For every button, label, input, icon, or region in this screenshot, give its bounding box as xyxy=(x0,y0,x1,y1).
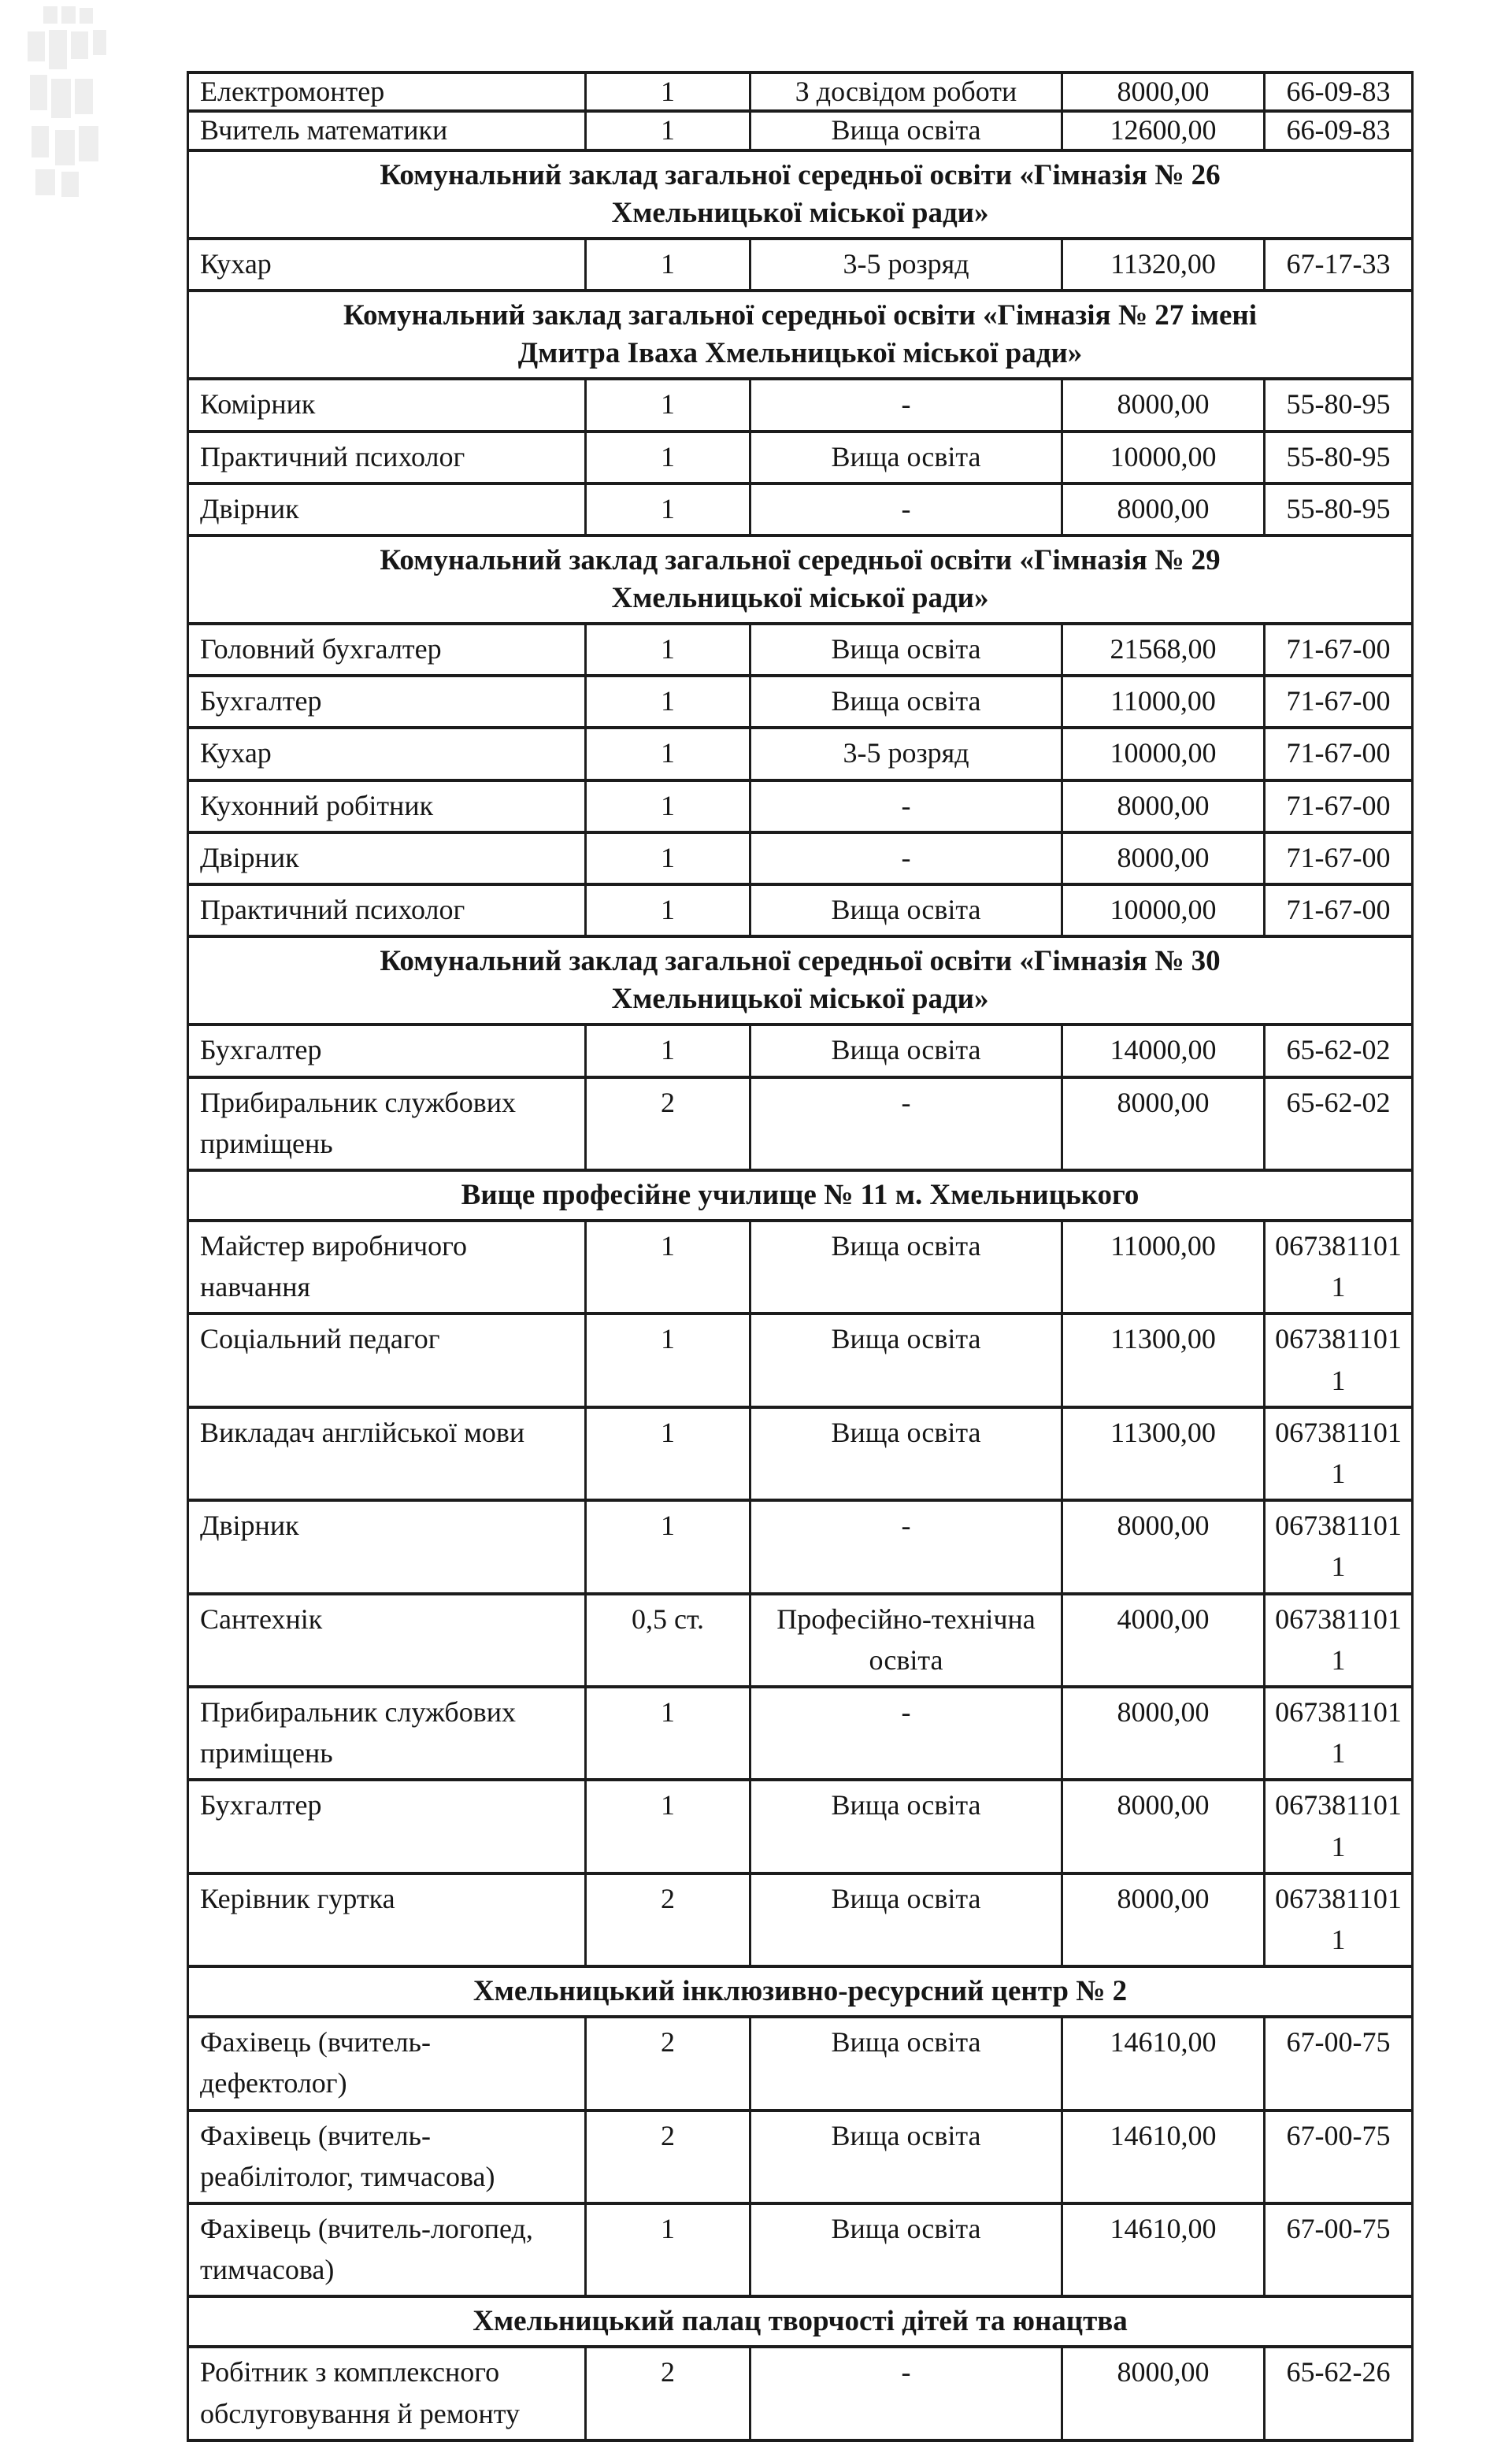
cell-salary: 8000,00 xyxy=(1062,780,1265,832)
cell-education: Вища освіта xyxy=(750,676,1062,728)
section-header: Хмельницький палац творчості дітей та юнацтва xyxy=(188,2296,1413,2347)
table-row xyxy=(188,1780,1413,1873)
table-row xyxy=(188,624,1413,676)
table-row xyxy=(188,1407,1413,1500)
cell-position: Вчитель математики xyxy=(188,111,586,150)
cell-salary: 14610,00 xyxy=(1062,2203,1265,2296)
scan-artifact-mark xyxy=(49,30,67,69)
cell-phone: 55-80-95 xyxy=(1265,484,1413,535)
table-row xyxy=(188,1025,1413,1076)
table-row xyxy=(188,676,1413,728)
table-row xyxy=(188,379,1413,431)
cell-count: 1 xyxy=(586,1221,750,1314)
table-row xyxy=(188,111,1413,150)
table-row xyxy=(188,2203,1413,2296)
cell-position: Бухгалтер xyxy=(188,1025,586,1076)
cell-position: Двірник xyxy=(188,1500,586,1593)
cell-count: 1 xyxy=(586,484,750,535)
cell-position: Фахівець (вчитель-логопед, тимчасова) xyxy=(188,2203,586,2296)
section-header: Комунальний заклад загальної середньої освіти «Гімназія № 29 Хмельницької міської ради» xyxy=(188,535,1413,624)
cell-phone: 55-80-95 xyxy=(1265,432,1413,484)
section-row xyxy=(188,2296,1413,2347)
cell-phone: 66-09-83 xyxy=(1265,111,1413,150)
table-row xyxy=(188,1500,1413,1593)
section-header: Хмельницький інклюзивно-ресурсний центр № 2 xyxy=(188,1966,1413,2017)
cell-count: 1 xyxy=(586,72,750,111)
cell-salary: 14610,00 xyxy=(1062,2110,1265,2203)
cell-count: 1 xyxy=(586,379,750,431)
cell-education: Вища освіта xyxy=(750,2110,1062,2203)
cell-phone: 65-62-02 xyxy=(1265,1077,1413,1170)
cell-phone: 0673811011 xyxy=(1265,1407,1413,1500)
table-row xyxy=(188,1687,1413,1780)
cell-count: 1 xyxy=(586,432,750,484)
cell-count: 1 xyxy=(586,624,750,676)
cell-phone: 67-00-75 xyxy=(1265,2203,1413,2296)
cell-phone: 0673811011 xyxy=(1265,1780,1413,1873)
cell-phone: 0673811011 xyxy=(1265,1314,1413,1406)
cell-education: Вища освіта xyxy=(750,1780,1062,1873)
cell-salary: 8000,00 xyxy=(1062,72,1265,111)
cell-position: Фахівець (вчитель-дефектолог) xyxy=(188,2017,586,2110)
table-row xyxy=(188,432,1413,484)
cell-count: 1 xyxy=(586,1314,750,1406)
cell-position: Двірник xyxy=(188,484,586,535)
section-row xyxy=(188,535,1413,624)
cell-education: - xyxy=(750,2347,1062,2440)
cell-salary: 11300,00 xyxy=(1062,1314,1265,1406)
scan-artifact-mark xyxy=(75,79,93,114)
cell-count: 1 xyxy=(586,884,750,936)
cell-position: Фахівець (вчитель-реабілітолог, тимчасова) xyxy=(188,2110,586,2203)
table-row xyxy=(188,1221,1413,1314)
cell-position: Бухгалтер xyxy=(188,1780,586,1873)
cell-salary: 8000,00 xyxy=(1062,2347,1265,2440)
cell-count: 1 xyxy=(586,2203,750,2296)
table-row xyxy=(188,239,1413,291)
cell-count: 2 xyxy=(586,2017,750,2110)
section-row xyxy=(188,291,1413,379)
scan-artifact-mark xyxy=(61,6,76,24)
cell-position: Комірник xyxy=(188,379,586,431)
cell-count: 2 xyxy=(586,2347,750,2440)
cell-phone: 0673811011 xyxy=(1265,1873,1413,1966)
cell-phone: 0673811011 xyxy=(1265,1594,1413,1687)
cell-salary: 11000,00 xyxy=(1062,676,1265,728)
cell-position: Прибиральник службових приміщень xyxy=(188,1077,586,1170)
scan-artifact-mark xyxy=(35,169,55,195)
cell-count: 2 xyxy=(586,1873,750,1966)
cell-education: Вища освіта xyxy=(750,1025,1062,1076)
cell-phone: 71-67-00 xyxy=(1265,780,1413,832)
section-header: Комунальний заклад загальної середньої освіти «Гімназія № 27 імені Дмитра Іваха Хмельницької міської ради» xyxy=(188,291,1413,379)
cell-salary: 8000,00 xyxy=(1062,484,1265,535)
cell-position: Головний бухгалтер xyxy=(188,624,586,676)
cell-count: 1 xyxy=(586,1025,750,1076)
cell-salary: 8000,00 xyxy=(1062,1687,1265,1780)
cell-salary: 14610,00 xyxy=(1062,2017,1265,2110)
cell-position: Бухгалтер xyxy=(188,676,586,728)
cell-education: - xyxy=(750,1500,1062,1593)
cell-count: 2 xyxy=(586,2110,750,2203)
cell-phone: 67-00-75 xyxy=(1265,2110,1413,2203)
cell-education: Вища освіта xyxy=(750,624,1062,676)
cell-salary: 10000,00 xyxy=(1062,432,1265,484)
cell-phone: 67-00-75 xyxy=(1265,2017,1413,2110)
section-row xyxy=(188,936,1413,1025)
scan-artifact-mark xyxy=(43,6,57,24)
cell-count: 1 xyxy=(586,832,750,884)
cell-position: Соціальний педагог xyxy=(188,1314,586,1406)
section-row xyxy=(188,150,1413,239)
cell-salary: 10000,00 xyxy=(1062,728,1265,780)
cell-education: Вища освіта xyxy=(750,2017,1062,2110)
cell-phone: 0673811011 xyxy=(1265,1687,1413,1780)
cell-education: Вища освіта xyxy=(750,2203,1062,2296)
cell-salary: 4000,00 xyxy=(1062,1594,1265,1687)
cell-position: Прибиральник службових приміщень xyxy=(188,1687,586,1780)
scan-artifact-mark xyxy=(61,172,79,197)
table-row xyxy=(188,832,1413,884)
cell-count: 1 xyxy=(586,780,750,832)
cell-count: 1 xyxy=(586,1407,750,1500)
cell-education: 3-5 розряд xyxy=(750,239,1062,291)
cell-education: Вища освіта xyxy=(750,884,1062,936)
cell-salary: 11320,00 xyxy=(1062,239,1265,291)
cell-education: 3-5 розряд xyxy=(750,728,1062,780)
scan-artifact-mark xyxy=(93,30,106,55)
table-row xyxy=(188,1873,1413,1966)
cell-count: 0,5 ст. xyxy=(586,1594,750,1687)
cell-position: Викладач англійської мови xyxy=(188,1407,586,1500)
scan-artifact-mark xyxy=(28,31,45,61)
cell-position: Робітник з комплексного обслуговування й ремонту xyxy=(188,2347,586,2440)
cell-salary: 8000,00 xyxy=(1062,1780,1265,1873)
cell-salary: 11300,00 xyxy=(1062,1407,1265,1500)
table-row xyxy=(188,1077,1413,1170)
section-header: Комунальний заклад загальної середньої освіти «Гімназія № 30 Хмельницької міської ради» xyxy=(188,936,1413,1025)
cell-phone: 71-67-00 xyxy=(1265,884,1413,936)
cell-salary: 21568,00 xyxy=(1062,624,1265,676)
cell-phone: 0673811011 xyxy=(1265,1221,1413,1314)
cell-count: 1 xyxy=(586,1500,750,1593)
table-row xyxy=(188,728,1413,780)
cell-phone: 66-09-83 xyxy=(1265,72,1413,111)
cell-count: 1 xyxy=(586,1780,750,1873)
cell-education: Вища освіта xyxy=(750,432,1062,484)
cell-position: Сантехнік xyxy=(188,1594,586,1687)
cell-phone: 71-67-00 xyxy=(1265,832,1413,884)
cell-salary: 12600,00 xyxy=(1062,111,1265,150)
cell-count: 1 xyxy=(586,111,750,150)
cell-position: Електромонтер xyxy=(188,72,586,111)
cell-salary: 8000,00 xyxy=(1062,1077,1265,1170)
cell-count: 2 xyxy=(586,1077,750,1170)
cell-salary: 8000,00 xyxy=(1062,1873,1265,1966)
cell-position: Практичний психолог xyxy=(188,432,586,484)
cell-salary: 8000,00 xyxy=(1062,1500,1265,1593)
scan-artifact-mark xyxy=(71,31,88,59)
table-row xyxy=(188,1594,1413,1687)
cell-phone: 65-62-02 xyxy=(1265,1025,1413,1076)
cell-education: Професійно-технічна освіта xyxy=(750,1594,1062,1687)
cell-count: 1 xyxy=(586,239,750,291)
cell-position: Майстер виробничого навчання xyxy=(188,1221,586,1314)
section-row xyxy=(188,1170,1413,1221)
table-row xyxy=(188,72,1413,111)
table-row xyxy=(188,2110,1413,2203)
cell-salary: 8000,00 xyxy=(1062,379,1265,431)
cell-position: Кухонний робітник xyxy=(188,780,586,832)
cell-education: Вища освіта xyxy=(750,1314,1062,1406)
table-row xyxy=(188,780,1413,832)
cell-education: Вища освіта xyxy=(750,1873,1062,1966)
cell-count: 1 xyxy=(586,676,750,728)
cell-education: - xyxy=(750,1077,1062,1170)
cell-education: Вища освіта xyxy=(750,111,1062,150)
table-row xyxy=(188,484,1413,535)
cell-phone: 0673811011 xyxy=(1265,1500,1413,1593)
cell-education: - xyxy=(750,379,1062,431)
cell-position: Кухар xyxy=(188,728,586,780)
cell-phone: 71-67-00 xyxy=(1265,728,1413,780)
scan-artifact-mark xyxy=(30,75,47,110)
cell-salary: 11000,00 xyxy=(1062,1221,1265,1314)
cell-phone: 55-80-95 xyxy=(1265,379,1413,431)
cell-education: З досвідом роботи xyxy=(750,72,1062,111)
scan-artifact-mark xyxy=(79,126,98,161)
cell-phone: 67-17-33 xyxy=(1265,239,1413,291)
cell-phone: 71-67-00 xyxy=(1265,676,1413,728)
cell-education: Вища освіта xyxy=(750,1407,1062,1500)
cell-education: - xyxy=(750,832,1062,884)
cell-position: Кухар xyxy=(188,239,586,291)
section-header: Комунальний заклад загальної середньої освіти «Гімназія № 26 Хмельницької міської ради» xyxy=(188,150,1413,239)
cell-position: Практичний психолог xyxy=(188,884,586,936)
table-row xyxy=(188,2347,1413,2440)
cell-education: Вища освіта xyxy=(750,1221,1062,1314)
cell-phone: 65-62-26 xyxy=(1265,2347,1413,2440)
cell-position: Керівник гуртка xyxy=(188,1873,586,1966)
scan-artifact-mark xyxy=(55,130,75,165)
cell-count: 1 xyxy=(586,728,750,780)
cell-salary: 8000,00 xyxy=(1062,832,1265,884)
cell-education: - xyxy=(750,484,1062,535)
section-row xyxy=(188,1966,1413,2017)
scan-artifact xyxy=(0,0,158,213)
section-header: Вище професійне училище № 11 м. Хмельницького xyxy=(188,1170,1413,1221)
cell-salary: 10000,00 xyxy=(1062,884,1265,936)
vacancy-table-body xyxy=(188,72,1413,2440)
cell-salary: 14000,00 xyxy=(1062,1025,1265,1076)
scan-artifact-mark xyxy=(51,79,71,118)
table-row xyxy=(188,884,1413,936)
cell-education: - xyxy=(750,1687,1062,1780)
cell-count: 1 xyxy=(586,1687,750,1780)
table-row xyxy=(188,1314,1413,1406)
cell-phone: 71-67-00 xyxy=(1265,624,1413,676)
scan-artifact-mark xyxy=(32,126,49,157)
cell-education: - xyxy=(750,780,1062,832)
table-row xyxy=(188,2017,1413,2110)
scan-artifact-mark xyxy=(80,8,93,24)
cell-position: Двірник xyxy=(188,832,586,884)
vacancy-table xyxy=(187,71,1414,2442)
